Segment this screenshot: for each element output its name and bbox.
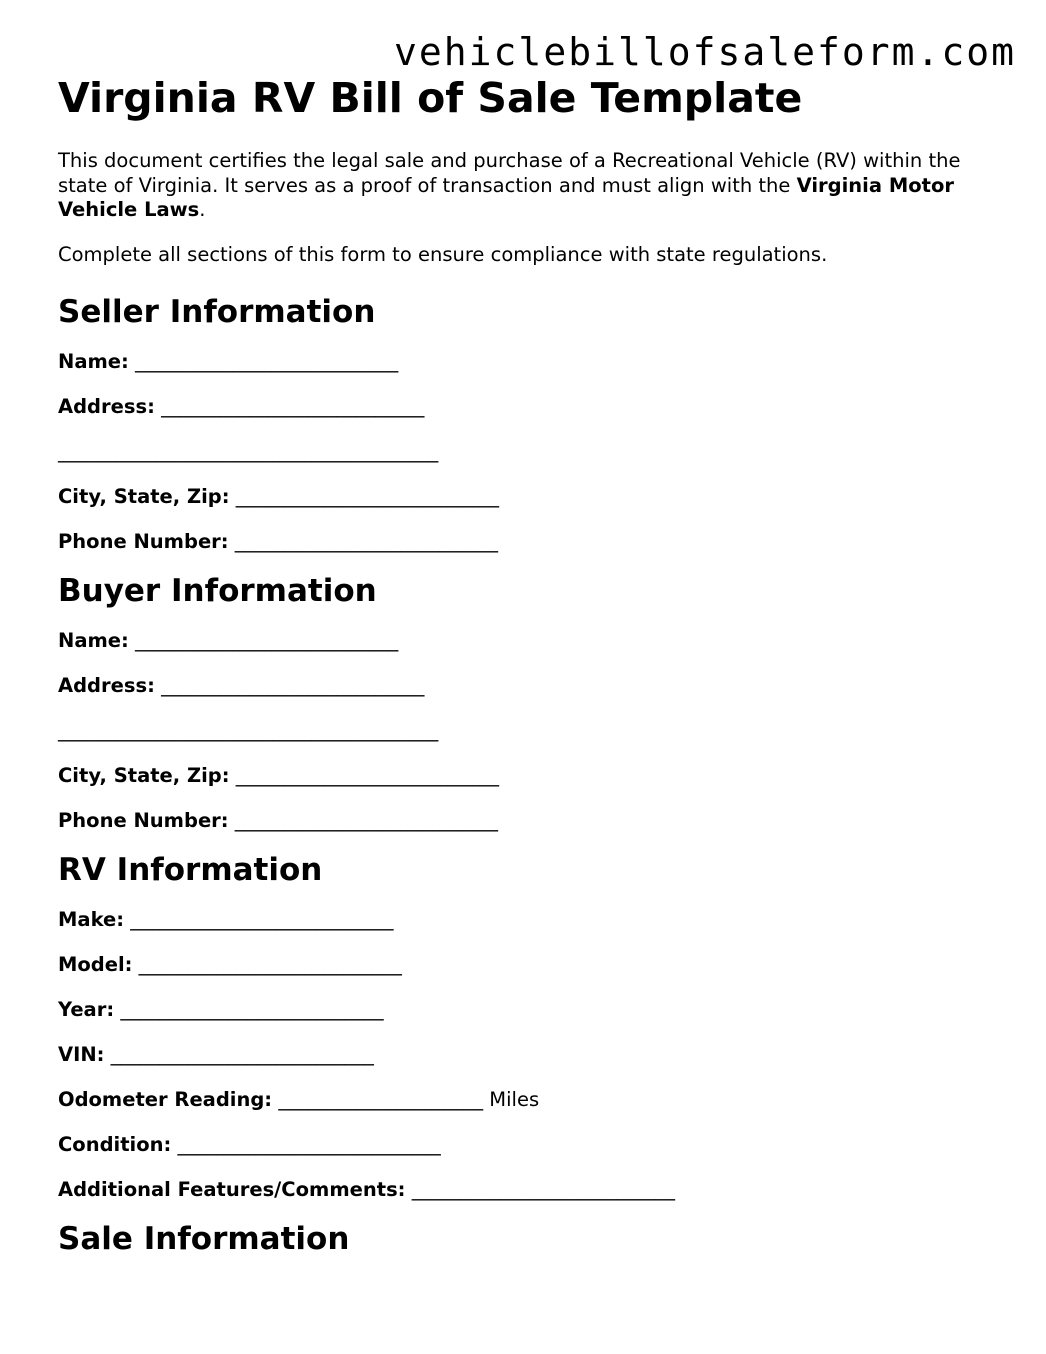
intro-law-name: Virginia Motor Vehicle Laws [58, 173, 954, 221]
buyer-address-field[interactable] [58, 674, 988, 698]
buyer-address-label: Address: [58, 674, 155, 697]
seller-city-label: City, State, Zip: [58, 485, 230, 508]
intro-paragraph [58, 149, 988, 223]
site-watermark: vehiclebillofsaleform.com [394, 30, 1016, 74]
buyer-name-field[interactable] [58, 629, 988, 653]
buyer-address-blank[interactable]: ___________________________ [161, 674, 425, 697]
buyer-name-label: Name: [58, 629, 129, 652]
seller-address-label: Address: [58, 395, 155, 418]
buyer-name-blank[interactable]: ___________________________ [135, 629, 399, 652]
rv-features-label: Additional Features/Comments: [58, 1178, 406, 1201]
rv-odometer-label: Odometer Reading: [58, 1088, 273, 1111]
rv-make-label: Make: [58, 908, 125, 931]
rv-heading: RV Information [58, 852, 323, 888]
buyer-city-label: City, State, Zip: [58, 764, 230, 787]
seller-name-blank[interactable]: ___________________________ [135, 350, 399, 373]
seller-name-field[interactable] [58, 350, 988, 374]
rv-odometer-field[interactable] [58, 1088, 988, 1112]
seller-city-blank[interactable]: ___________________________ [235, 485, 500, 508]
rv-make-blank[interactable]: ___________________________ [130, 908, 394, 931]
seller-address-line2-blank[interactable]: _______________________________________ [58, 440, 439, 463]
document-body [58, 72, 988, 1258]
seller-heading: Seller Information [58, 294, 376, 330]
rv-vin-label: VIN: [58, 1043, 105, 1066]
seller-address-line2[interactable] [58, 440, 988, 464]
rv-odometer-unit: Miles [489, 1088, 540, 1111]
buyer-address-line2-blank[interactable]: _______________________________________ [58, 719, 439, 742]
rv-year-field[interactable] [58, 998, 988, 1022]
rv-model-field[interactable] [58, 953, 988, 977]
buyer-phone-field[interactable] [58, 809, 988, 833]
rv-model-label: Model: [58, 953, 133, 976]
seller-phone-blank[interactable]: ___________________________ [234, 530, 499, 553]
seller-phone-field[interactable] [58, 530, 988, 554]
sale-heading: Sale Information [58, 1221, 350, 1257]
intro-text-2: . [199, 198, 206, 221]
buyer-city-blank[interactable]: ___________________________ [235, 764, 500, 787]
buyer-phone-label: Phone Number: [58, 809, 229, 832]
rv-features-blank[interactable]: ___________________________ [411, 1178, 675, 1201]
seller-city-field[interactable] [58, 485, 988, 509]
rv-condition-blank[interactable]: ___________________________ [177, 1133, 441, 1156]
seller-phone-label: Phone Number: [58, 530, 229, 553]
rv-year-blank[interactable]: ___________________________ [120, 998, 384, 1021]
intro-text-1: This document certifies the legal sale and purchase of a Recreational Vehicle (RV) within the state of Virginia. It serves as a proof of transaction and must align with the [58, 149, 961, 197]
rv-features-field[interactable] [58, 1178, 988, 1202]
seller-address-blank[interactable]: ___________________________ [161, 395, 425, 418]
instruction-paragraph: Complete all sections of this form to ensure compliance with state regulations. [58, 242, 828, 266]
rv-year-label: Year: [58, 998, 115, 1021]
buyer-city-field[interactable] [58, 764, 988, 788]
buyer-heading: Buyer Information [58, 573, 377, 609]
rv-model-blank[interactable]: ___________________________ [138, 953, 402, 976]
rv-condition-field[interactable] [58, 1133, 988, 1157]
rv-vin-field[interactable] [58, 1043, 988, 1067]
rv-vin-blank[interactable]: ___________________________ [110, 1043, 374, 1066]
buyer-address-line2[interactable] [58, 719, 988, 743]
seller-name-label: Name: [58, 350, 129, 373]
page-title: Virginia RV Bill of Sale Template [58, 74, 803, 122]
seller-address-field[interactable] [58, 395, 988, 419]
rv-make-field[interactable] [58, 908, 988, 932]
buyer-phone-blank[interactable]: ___________________________ [234, 809, 499, 832]
rv-odometer-blank[interactable]: _____________________ [278, 1088, 484, 1111]
rv-condition-label: Condition: [58, 1133, 172, 1156]
